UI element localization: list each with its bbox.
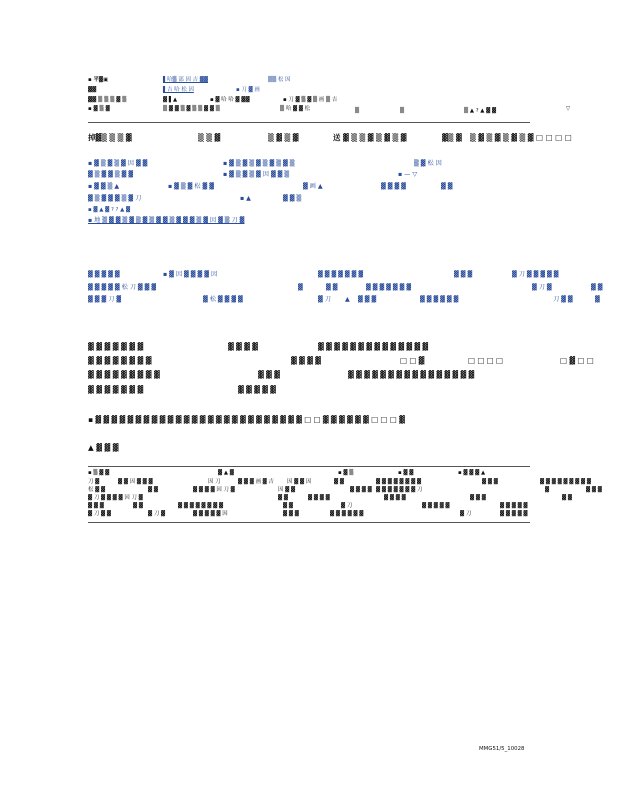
s2-r3-c5: ▓ ▓ ▓: [358, 296, 377, 303]
header-value-1: ▒▒ 松 因: [268, 77, 291, 83]
s5-r2-c7: ▓: [545, 487, 550, 493]
s1-line5-a: ▪ ▓ ▲ ▓ ? ? ▲ ▓: [88, 207, 131, 213]
s5-r1-c3: 因 刀: [208, 479, 221, 485]
s5-r2-c3: ▓ ▓ ▓ ▓ 因 刀 ▓: [193, 487, 235, 493]
s3-l4-b: ▓ ▓ ▓ ▓ ▓: [238, 385, 276, 394]
s5-r4-c4: ▓ ▓: [283, 503, 294, 509]
s5-r5-c3: ▓ ▓ ▓ ▓ ▓ 因: [193, 511, 228, 517]
s3-l1-c: ▓ ▓ ▓ ▓ ▓ ▓ ▓ ▓ ▓ ▓ ▓ ▓ ▓ ▓: [318, 342, 429, 351]
s5-r1-c5: 因 ▓ ▓ 因: [287, 479, 312, 485]
header-label-2: ▓▓: [88, 87, 97, 93]
s5-r4-c6: ▓ ▓ ▓ ▓ ▓: [422, 503, 450, 509]
s5-r4-c5: ▓ 刀: [341, 503, 353, 509]
s1-line3-a: ▪ ▓ ▓ ▒ ▲: [88, 183, 120, 190]
s3-l3-c: ▓ ▓ ▓ ▓ ▓ ▓ ▓ ▓ ▓ ▓ ▓ ▓ ▓ ▓ ▓ ▓: [348, 370, 475, 379]
s3-l2-c: □ □ ▓: [400, 356, 425, 365]
s5-r1-c7: ▓ ▓ ▓ ▓ ▓ ▓ ▓ ▓: [376, 479, 422, 485]
s1-line2-a: ▓ ▒ ▓ ▓ ▒ ▓ ▓: [88, 171, 134, 178]
title-segment-3: ▒ ▓ ▒ ▓: [268, 133, 299, 142]
s2-r3-c8: ▓: [595, 296, 600, 303]
s5-r4-c1: ▓ ▓ ▓: [88, 503, 104, 509]
title-segment-6: ▒ ▓ ▒ ▓ ▒ ▓ ▒ ▓ □ □ □ □: [470, 133, 572, 142]
header-value-2: ▪ 刀 ▓ 画: [236, 87, 260, 93]
s1-link[interactable]: ▪ 地 ▒ ▓ ▓ ▒ ▓ ▒ ▓ ▒ ▓ ▓ ▒ ▓ ▓ ▓ ▒ ▓ 因 ▓ ▒ 刀 ▓: [88, 217, 245, 224]
s2-r1-c4: ▓ ▓ ▓: [454, 271, 473, 278]
s1-line4-b: ▪ ▲: [240, 195, 251, 202]
header-link-2[interactable]: ▌吉 哈 松 因: [163, 87, 194, 93]
s1-line2-c: ▪ — ▽: [398, 171, 418, 178]
header-value-3a: ▓ ▌▲: [163, 97, 178, 103]
s5-r5-c1: ▓ 刀 ▓ ▓: [88, 511, 111, 517]
s5-r3-c4: ▓ ▓ ▓ ▓: [384, 495, 406, 501]
s5-col-3: ▪ ▓ ▒: [338, 470, 354, 476]
header-value-3c: ▪ 刀 ▓ ▒ ▓ ▒ 画 ▒ 吉: [283, 97, 338, 103]
s5-r1-c9: ▓ ▓ ▓ ▓ ▓ ▓ ▓ ▓ ▓: [540, 479, 592, 485]
s4-line: ▪ ▓ ▓ ▓ ▓ ▓ ▓ ▓ ▓ ▓ ▓ ▓ ▓ ▓ ▓ ▓ ▓ ▓ ▓ ▓ ▓ ▓ ▓ ▓ ▓ ▓ ▓ □ □ ▓ ▓ ▓ ▓ ▓ ▓ □ □ □ ▓: [88, 415, 405, 424]
s2-r1-c5: ▓ 刀 ▓ ▓ ▓ ▓ ▓: [512, 271, 559, 278]
s2-r2-c1: ▓ ▓ ▓ ▓ ▓ 松 刀 ▓ ▓ ▓: [88, 284, 157, 291]
s5-r1-c8: ▓ ▓ ▓: [482, 479, 498, 485]
s5-r3-c1: ▓ 刀 ▓ ▓ ▓ ▓ 因 刀 ▓: [88, 495, 143, 501]
s5-r4-c7: ▓ ▓ ▓ ▓ ▓: [500, 503, 528, 509]
s3-l2-b: ▓ ▓ ▓ ▓: [291, 356, 321, 365]
s1-line3-c: ▓ 画 ▲: [303, 183, 323, 190]
header-label-1: ▪ 平▓▣: [88, 77, 109, 83]
title-segment-1: 掉▓▒ ▒ ▒ ▓: [88, 133, 132, 142]
s5-r2-c4: 因 ▓ ▓: [278, 487, 296, 493]
s3-l2-d: □ □ □ □: [468, 356, 503, 365]
header-value-4d: ▒: [400, 108, 405, 114]
s2-r3-c2: ▓ 松 ▓ ▓ ▓ ▓: [203, 296, 243, 303]
s1-line4-c: ▓ ▓ ▒: [283, 195, 302, 202]
s1-line3-e: ▓ ▓: [441, 183, 453, 190]
header-label-3: ▓▓ ▒ ▒ ▒ ▓ ▒: [88, 97, 127, 103]
header-label-4: ▪ ▓ ▒ ▓: [88, 106, 110, 112]
s5-r2-c1: 松 ▓ ▓: [88, 487, 106, 493]
divider-2: [88, 466, 530, 467]
s5-r5-c7: ▓ ▓ ▓ ▓ ▓: [500, 511, 528, 517]
s5-heading: ▲ ▓ ▓ ▓: [88, 443, 119, 452]
s5-r2-c5: ▓ ▓ ▓ ▓: [350, 487, 372, 493]
s5-r3-c2: ▓ ▓: [278, 495, 289, 501]
s1-line2-b: ▪ ▓ ▒ ▓ ▒ ▓ 因 ▓ ▓ ▒: [223, 171, 290, 178]
s2-r1-c2: ▪ ▓ 因 ▓ ▓ ▓ ▓ 因: [163, 271, 218, 278]
s3-l1-b: ▓ ▓ ▓ ▓: [228, 342, 258, 351]
title-segment-4: 送 ▓ ▒ ▒ ▓ ▒ ▓ ▒ ▓: [333, 133, 407, 142]
s3-l1-a: ▓ ▓ ▓ ▓ ▓ ▓ ▓: [88, 342, 144, 351]
s5-r4-c3: ▓ ▓ ▓ ▓ ▓ ▓ ▓ ▓: [178, 503, 224, 509]
title-segment-5: ▓▒ ▓: [442, 133, 462, 142]
s1-line1-a: ▪ ▓ ▒ ▓ ▒ ▓ 因 ▓ ▓: [88, 160, 148, 167]
s2-r1-c3: ▓ ▓ ▓ ▓ ▓ ▓ ▓: [318, 271, 364, 278]
divider-3: [88, 522, 530, 523]
header-value-4e: ▒ ▲ ? ▲ ▓ ▓: [464, 108, 497, 114]
s5-r5-c6: ▓ 刀: [460, 511, 472, 517]
s2-r3-c7: 刀 ▓ ▓: [553, 296, 573, 303]
s2-r1-c1: ▓ ▓ ▓ ▓ ▓: [88, 271, 120, 278]
s2-r2-c4: ▓ ▓ ▓ ▓ ▓ ▓ ▓: [366, 284, 412, 291]
s1-line1-b: ▪ ▓ ▒ ▓ ▒ ▓ ▒ ▓ ▒ ▓ ▒: [223, 160, 295, 167]
s5-r5-c5: ▓ ▓ ▓ ▓ ▓ ▓: [330, 511, 364, 517]
s5-r1-c2: ▓ ▓ 因 ▓ ▓ ▓: [118, 479, 153, 485]
s5-r3-c6: ▓ ▓: [562, 495, 573, 501]
s3-l3-b: ▓ ▓ ▓: [258, 370, 280, 379]
s2-r3-c4: ▲: [345, 296, 350, 303]
s5-r2-c8: ▓ ▓ ▓: [586, 487, 602, 493]
s5-r3-c3: ▓ ▓ ▓ ▓: [308, 495, 330, 501]
s5-r3-c5: ▓ ▓ ▓: [470, 495, 486, 501]
s3-l3-a: ▓ ▓ ▓ ▓ ▓ ▓ ▓ ▓ ▓: [88, 370, 160, 379]
s5-col-5: ▪ ▓ ▓ ▓ ▲: [458, 470, 486, 476]
header-value-4f: ▽: [566, 106, 571, 112]
s2-r2-c3: ▓ ▓: [326, 284, 338, 291]
s2-r3-c6: ▓ ▓ ▓ ▓ ▓ ▓: [420, 296, 459, 303]
s5-r4-c2: ▓ ▓: [133, 503, 144, 509]
document-code: MMG51/5_10028: [479, 746, 525, 752]
header-value-4b: ▒ 哈 ▓ ▓ 松: [280, 106, 311, 112]
s2-r2-c2: ▓: [298, 284, 303, 291]
s5-r1-c1: 刀 ▓: [88, 479, 100, 485]
header-value-4a: ▒ ▓ ▓ ▒ ▓ ▒ ▒ ▓ ▓ ▒: [163, 106, 220, 112]
s1-line1-c: ▒ ▓ 松 因: [414, 160, 442, 167]
s5-col-2: ▓ ▲ ▓: [218, 470, 234, 476]
s5-r1-c4: ▓ ▓ ▓ 画 ▓ 吉: [238, 479, 274, 485]
s1-line3-b: ▪ ▓ ▒ ▓ 松 ▓ ▓: [168, 183, 214, 190]
header-value-4c: ▒: [355, 108, 360, 114]
s5-r2-c2: ▓ ▓: [148, 487, 159, 493]
s5-r1-c6: ▓ ▓: [334, 479, 345, 485]
s3-l4-a: ▓ ▓ ▓ ▓ ▓ ▓ ▓: [88, 385, 144, 394]
s5-r2-c6: ▓ ▓ ▓ ▓ ▓ ▓ ▓ 刀: [376, 487, 423, 493]
s3-l2-e: □ ▓ □ □: [560, 356, 594, 365]
s5-col-4: ▪ ▓ ▓: [398, 470, 414, 476]
s5-r5-c2: ▓ 刀 ▓: [148, 511, 166, 517]
s2-r2-c5: ▓ 刀 ▓: [532, 284, 552, 291]
s2-r3-c1: ▓ ▓ ▓ 刀 ▓: [88, 296, 122, 303]
s5-col-1: ▪ ▒ ▓ ▓: [88, 470, 110, 476]
s3-l2-a: ▓ ▓ ▓ ▓ ▓ ▓ ▓ ▓: [88, 356, 152, 365]
s1-line4-a: ▓ ▒ ▓ ▓ ▓ ▒ ▓ 刀: [88, 195, 142, 202]
header-value-3b: ▪ ▓ 哈 哈 ▓ ▓▓: [210, 97, 250, 103]
divider-1: [88, 122, 530, 123]
title-segment-2: ▒ ▒ ▓: [198, 133, 221, 142]
header-link-1[interactable]: ▌哈▒ 部 因 吉 ▓▓: [163, 77, 208, 83]
s2-r2-c6: ▓ ▓: [591, 284, 603, 291]
s1-line3-d: ▓ ▓ ▓ ▓: [381, 183, 406, 190]
s2-r3-c3: ▓ 刀: [318, 296, 331, 303]
s5-r5-c4: ▓ ▓ ▓: [283, 511, 299, 517]
